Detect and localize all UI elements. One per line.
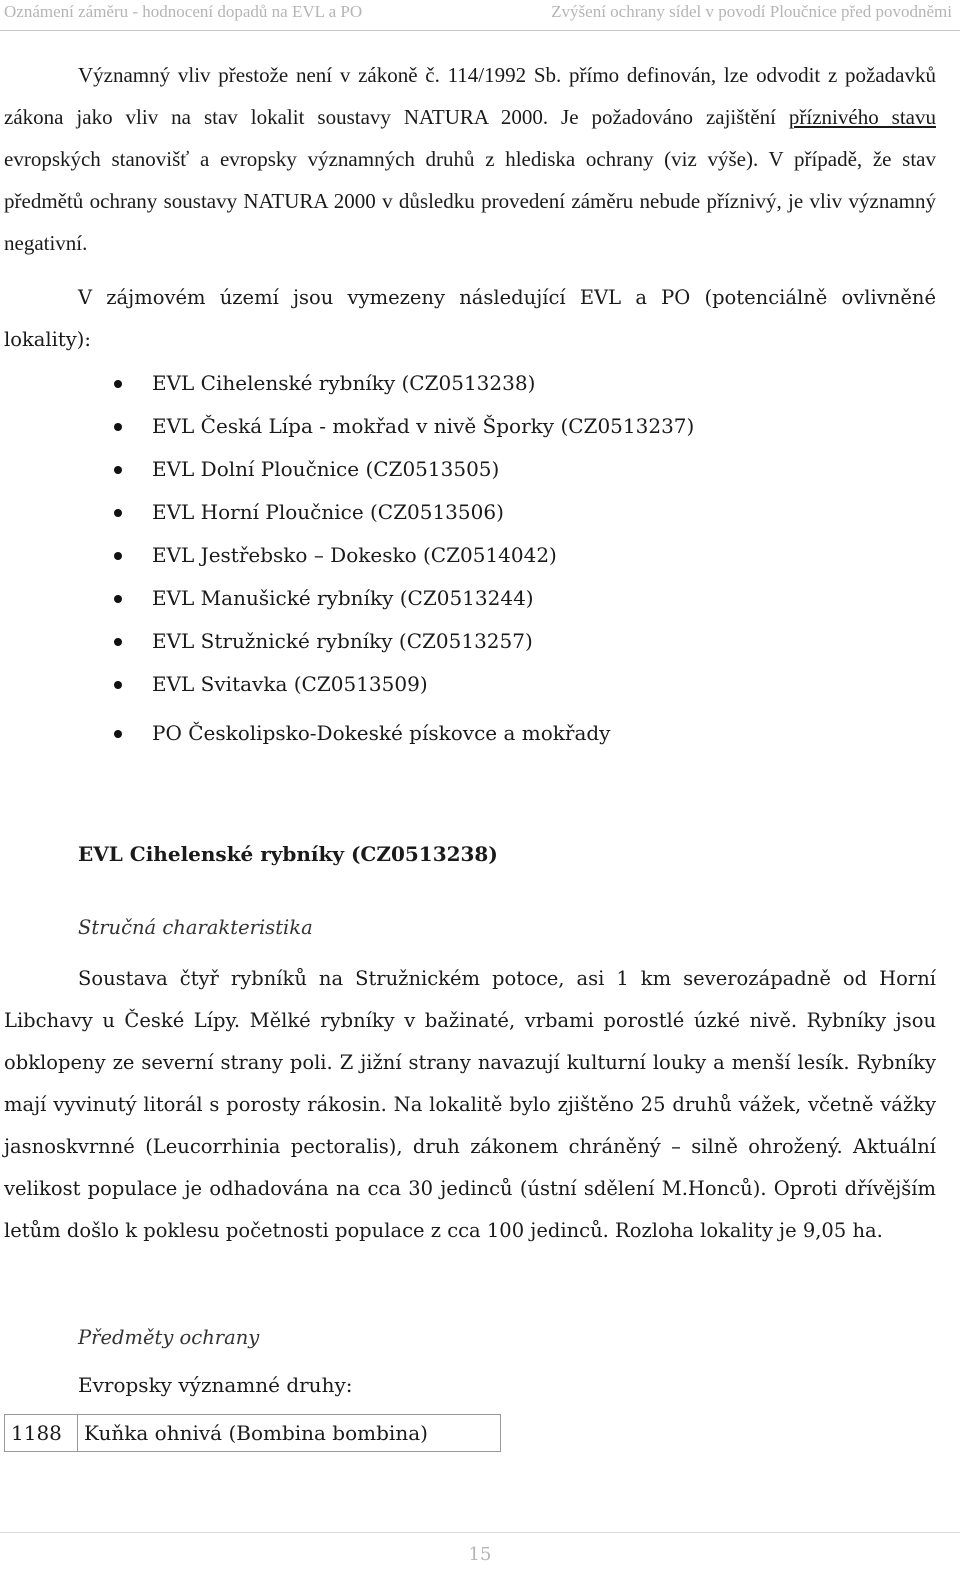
bullet-icon (114, 380, 122, 388)
list-item (110, 663, 694, 706)
section-title: EVL Cihelenské rybníky (CZ0513238) (78, 842, 498, 866)
sites-list (110, 362, 694, 755)
site-name: EVL Jestřebsko – Dokesko (CZ0514042) (152, 543, 557, 567)
bullet-icon (114, 595, 122, 603)
intro-paragraph-2 (4, 277, 936, 361)
bullet-icon (114, 466, 122, 474)
site-name: EVL Manušické rybníky (CZ0513244) (152, 586, 534, 610)
site-name: EVL Cihelenské rybníky (CZ0513238) (152, 371, 536, 395)
intro-paragraph-1 (4, 54, 936, 264)
intro-p2-text: V zájmovém území jsou vymezeny následující EVL a PO (potenciálně ovlivněné lokality): (4, 286, 936, 351)
site-name: EVL Dolní Ploučnice (CZ0513505) (152, 457, 500, 481)
list-item (110, 448, 694, 491)
site-name: EVL Česká Lípa - mokřad v nivě Šporky (CZ0513237) (152, 414, 695, 438)
intro-p1-underlined: příznivého stavu (788, 105, 936, 129)
species-label: Evropsky významné druhy: (78, 1373, 353, 1397)
species-table (4, 1414, 501, 1452)
intro-p1-part1: Významný vliv přestože není v zákoně č. 114/1992 Sb. přímo definován, lze odvodit z požadavků zákona jako vliv na stav lokalit soustavy NATURA 2000. Je požadováno zajištění (4, 63, 936, 129)
brief-characteristics-heading: Stručná charakteristika (78, 916, 313, 939)
list-item (110, 491, 694, 534)
species-code: 1188 (5, 1415, 78, 1452)
list-item (110, 712, 694, 755)
list-item (110, 534, 694, 577)
footer-divider (0, 1532, 960, 1533)
intro-p1-part2: evropských stanovišť a evropsky významných druhů z hlediska ochrany (viz výše). V případě, že stav předmětů ochrany soustavy NATURA 2000 v důsledku provedení záměru nebude příznivý, je vliv významný negativní. (4, 147, 936, 255)
header-right-title: Zvýšení ochrany sídel v povodí Ploučnice před povodněmi (551, 2, 952, 21)
page-number: 15 (468, 1544, 492, 1565)
protection-subjects-heading: Předměty ochrany (78, 1326, 260, 1349)
page-header (0, 0, 960, 31)
header-left-title: Oznámení záměru - hodnocení dopadů na EVL a PO (4, 2, 363, 21)
list-item (110, 577, 694, 620)
site-name: PO Českolipsko-Dokeské pískovce a mokřady (152, 721, 611, 745)
bullet-icon (114, 509, 122, 517)
site-name: EVL Stružnické rybníky (CZ0513257) (152, 629, 533, 653)
bullet-icon (114, 423, 122, 431)
site-name: EVL Horní Ploučnice (CZ0513506) (152, 500, 504, 524)
bullet-icon (114, 681, 122, 689)
table-row (5, 1415, 501, 1452)
brief-text: Soustava čtyř rybníků na Stružnickém potoce, asi 1 km severozápadně od Horní Libchavy u České Lípy. Mělké rybníky v bažinaté, vrbami porostlé úzké nivě. Rybníky jsou obklopeny ze severní strany poli. Z jižní strany navazují kulturní louky a menší lesík. Rybníky mají vyvinutý litorál s porosty rákosin. Na lokalitě bylo zjištěno 25 druhů vážek, včetně vážky jasnoskvrnné (Leucorrhinia pectoralis), druh zákonem chráněný – silně ohrožený. Aktuální velikost populace je odhadována na cca 30 jedinců (ústní sdělení M.Honců). Oproti dřívějším letům došlo k poklesu početnosti populace z cca 100 jedinců. Rozloha lokality je 9,05 ha. (4, 967, 936, 1242)
list-item (110, 405, 694, 448)
brief-characteristics-text (4, 958, 936, 1252)
bullet-icon (114, 638, 122, 646)
site-name: EVL Svitavka (CZ0513509) (152, 672, 428, 696)
species-name: Kuňka ohnivá (Bombina bombina) (78, 1415, 501, 1452)
bullet-icon (114, 730, 122, 738)
list-item (110, 362, 694, 405)
list-item (110, 620, 694, 663)
bullet-icon (114, 552, 122, 560)
